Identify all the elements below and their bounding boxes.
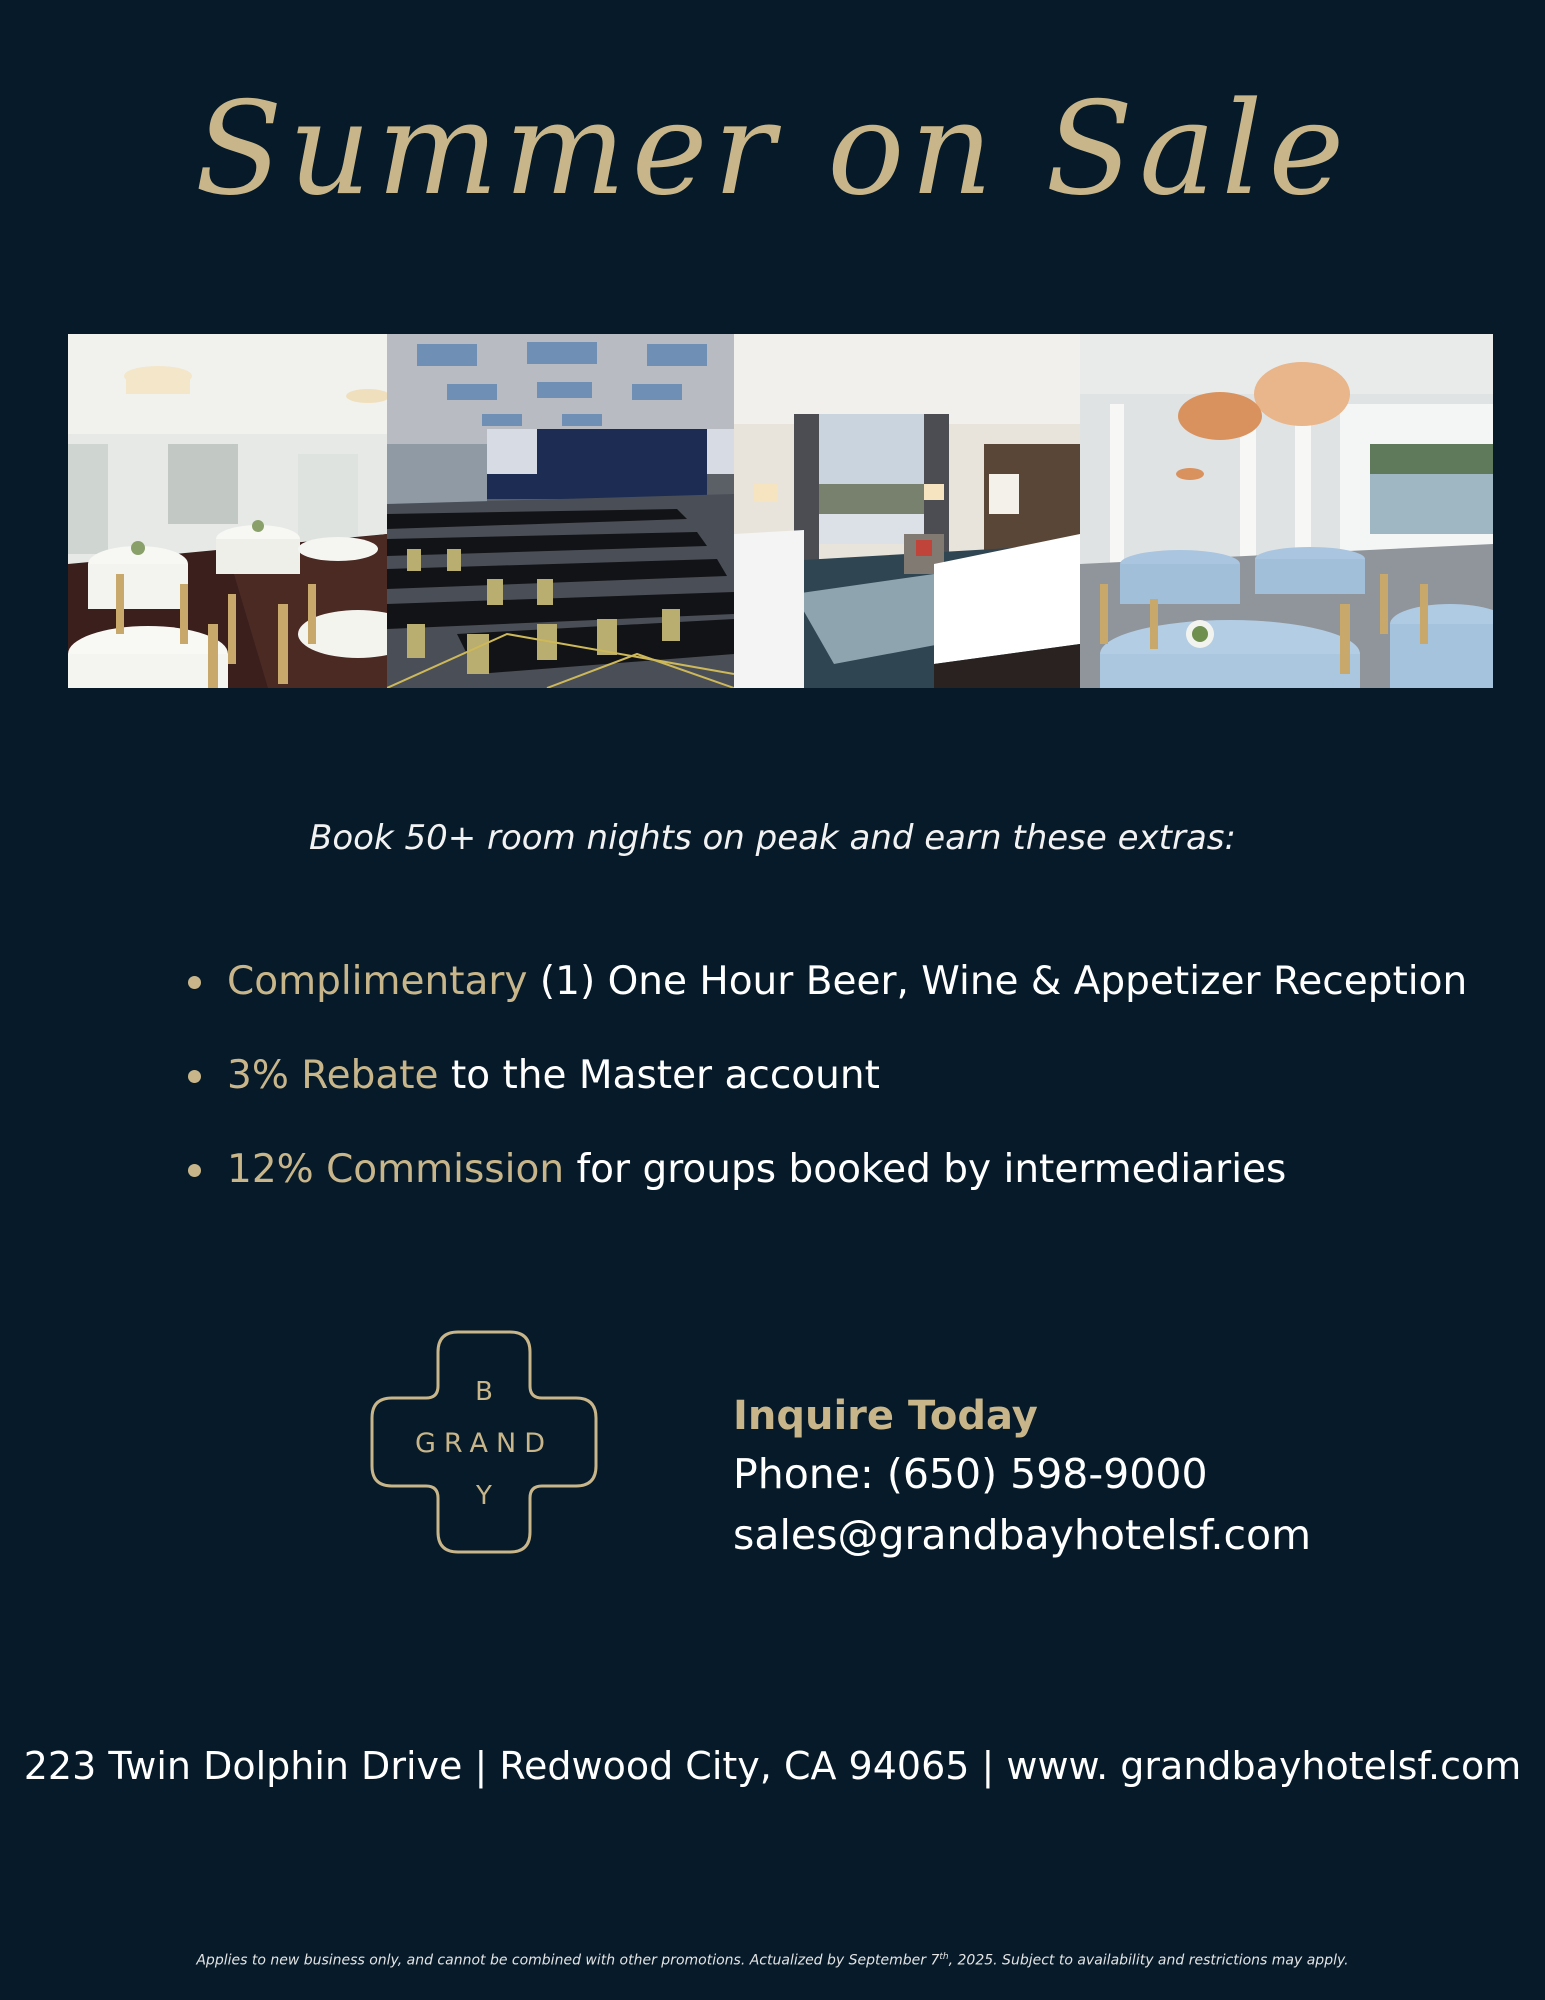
- disclaimer-superscript: th: [939, 1952, 949, 1962]
- perk-highlight: 3% Rebate: [227, 1053, 439, 1098]
- perk-text: (1) One Hour Beer, Wine & Appetizer Reception: [527, 959, 1468, 1004]
- offer-intro: Book 50+ room nights on peak and earn these extras:: [309, 818, 1236, 858]
- logo-letter-top: B: [475, 1377, 493, 1407]
- list-item: [182, 1046, 1467, 1140]
- contact-block: [733, 1388, 1311, 1566]
- classroom-meeting-photo: [387, 334, 734, 688]
- perks-list: [182, 952, 1467, 1234]
- bullet-icon: [188, 1070, 201, 1083]
- logo-letter-bottom: Y: [476, 1481, 492, 1511]
- grand-bay-logo: [370, 1330, 598, 1554]
- perk-text: for groups booked by intermediaries: [564, 1147, 1287, 1192]
- contact-heading: Inquire Today: [733, 1393, 1038, 1439]
- perk-text: to the Master account: [438, 1053, 880, 1098]
- perk-highlight: 12% Commission: [227, 1147, 565, 1192]
- email-address: sales@grandbayhotelsf.com: [733, 1511, 1312, 1559]
- logo-wordmark: GRAND: [414, 1428, 554, 1459]
- page-title: Summer on Sale: [194, 75, 1351, 224]
- ballroom-banquet-photo: [68, 334, 387, 688]
- phone-number: Phone: (650) 598-9000: [733, 1450, 1208, 1498]
- photo-strip: [68, 334, 1493, 688]
- disclaimer-text-end: , 2025. Subject to availability and restrictions may apply.: [948, 1952, 1349, 1969]
- list-item: [182, 1140, 1467, 1234]
- list-item: [182, 952, 1467, 1046]
- disclaimer-text: Applies to new business only, and cannot be combined with other promotions. Actualized by September 7: [196, 1952, 940, 1969]
- footer-address: 223 Twin Dolphin Drive | Redwood City, CA 94065 | www. grandbayhotelsf.com: [23, 1744, 1522, 1788]
- perk-highlight: Complimentary: [227, 959, 528, 1004]
- disclaimer: [0, 1947, 1545, 1971]
- guest-room-photo: [734, 334, 1080, 688]
- bullet-icon: [188, 976, 201, 989]
- bullet-icon: [188, 1164, 201, 1177]
- waterfront-banquet-photo: [1080, 334, 1493, 688]
